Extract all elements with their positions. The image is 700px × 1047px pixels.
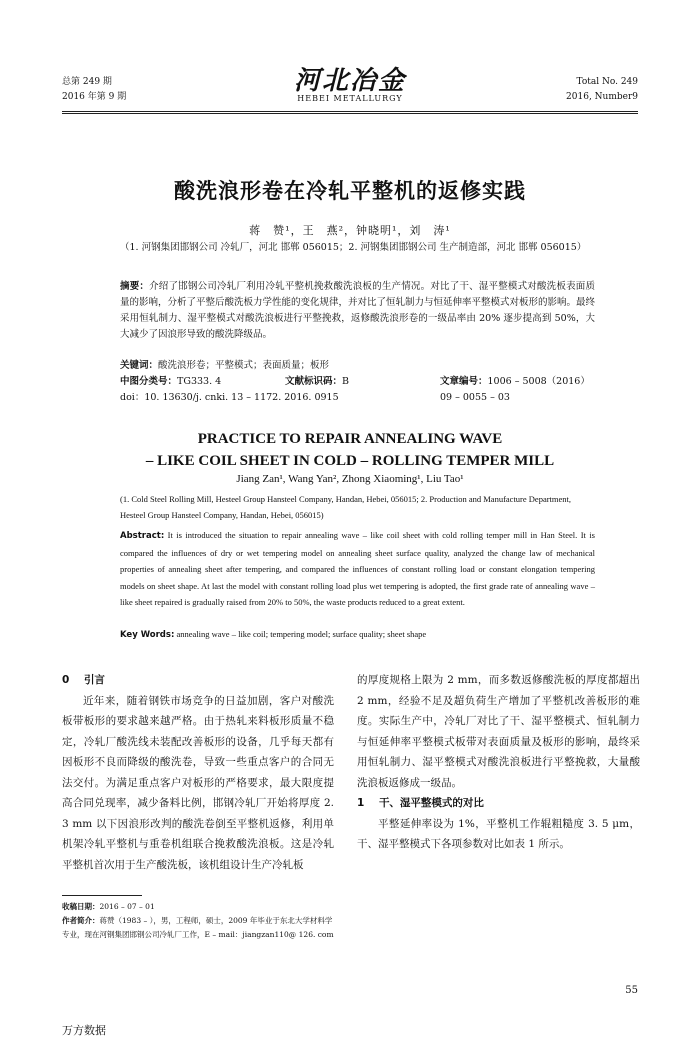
year-issue-cn: 2016 年第 9 期 [62,92,127,102]
section-0-heading [62,670,334,691]
section-1-number: 1 [357,797,365,809]
header-rule-2 [62,113,638,114]
section-1-paragraph: 平整延伸率设为 1%，平整机工作辊粗糙度 3. 5 μm，干、湿平整模式下各项参数对比如表 1 所示。 [357,817,640,850]
journal-name-en: HEBEI METALLURGY [297,94,403,103]
body-left-column [62,670,334,875]
keywords-cn [120,358,595,374]
document-code [285,374,349,390]
clc-number [120,376,221,387]
keywords-text-cn: 酸洗浪形卷；平整模式；表面质量；板形 [158,360,330,371]
page-number: 55 [625,985,638,996]
paper-title-en-line1: PRACTICE TO REPAIR ANNEALING WAVE [197,431,503,447]
document-code-value: B [342,376,349,387]
paper-title-cn: 酸洗浪形卷在冷轧平整机的返修实践 [174,179,526,203]
body-right-column [357,670,640,855]
document-code-label: 文献标识码： [285,376,343,387]
section-0-number: 0 [62,674,70,686]
total-issue-cn: 总第 249 期 [62,77,112,87]
year-issue-en: 2016, Number9 [566,92,638,102]
article-number-label: 文章编号： [440,376,488,387]
intro-paragraph: 近年来，随着钢铁市场竞争的日益加剧，客户对酸洗板带板形的要求越来越严格。由于热轧来料板形质量不稳定，冷轧厂酸洗线未装配改善板形的设备，几乎每天都有因板形不良而降级的酸洗卷，导致一些重点客户的合同无法交付。为满足重点客户对板形的严格要求，最大限度提高合同兑现率，减少备料比例，邯钢冷轧厂开始将厚度 2. 3 mm 以下因浪形改判的酸洗卷倒至平整机返修，利用单机架冷轧平整机与重卷机组联合挽救酸洗浪板。这是冷轧平整机首次用于生产酸洗板，该机组设计生产冷轧板 [62,694,334,871]
abstract-en [120,527,595,611]
clc-value: TG333. 4 [177,376,222,387]
paper-title-en [0,428,700,472]
received-value: 2016 – 07 – 01 [99,902,155,911]
abstract-label-cn: 摘要： [120,281,150,292]
received-date [62,900,334,914]
affiliation-en: (1. Cold Steel Rolling Mill, Hesteel Group Hansteel Company, Handan, Hebei, 056015; 2. Production and Manufacture Department, Hesteel Group Hansteel Company, Handan, Hebei, 056015) [120,494,572,520]
watermark: 万方数据 [62,1024,106,1037]
abstract-label-en: Abstract: [120,531,165,541]
authors-cn: 蒋 赞¹，王 燕²，钟晓明¹，刘 涛¹ [249,224,451,237]
section-0-title: 引言 [83,674,105,686]
authors-en: Jiang Zan¹, Wang Yan², Zhong Xiaoming¹, Liu Tao¹ [236,473,464,485]
journal-name-cn: 河北冶金 [293,66,406,96]
abstract-cn [120,279,595,343]
total-issue-en: Total No. 249 [576,77,638,87]
section-1-title: 干、湿平整模式的对比 [378,797,484,809]
abstract-text-cn: 介绍了邯钢公司冷轧厂利用冷轧平整机挽救酸洗浪板的生产情况。对比了干、湿平整模式对酸洗板表面质量的影响，分析了平整后酸洗板力学性能的变化规律，并对比了恒轧制力与恒延伸率平整模式对板形的影响。最终采用恒轧制力、湿平整模式对酸洗浪板进行平整挽救，返修酸洗浪形卷的一级品率由 20% 逐步提高到 50%，大大减少了因浪形导致的酸洗降级品。 [120,281,596,340]
keywords-text-en: annealing wave – like coil; tempering model; surface quality; sheet shape [174,629,427,639]
header-rule [62,111,638,112]
received-label: 收稿日期： [62,902,100,911]
issue-info-right [566,75,638,105]
bio-label: 作者简介： [62,916,100,925]
keywords-en [120,626,595,643]
article-number-value: 1006 – 5008（2016）09 – 0055 – 03 [440,376,590,403]
keywords-label-en: Key Words: [120,630,175,640]
section-1-heading [357,793,640,814]
keywords-label-cn: 关键词： [120,360,159,371]
intro-paragraph-cont: 的厚度规格上限为 2 mm，而多数返修酸洗板的厚度都超出 2 mm，经验不足及超负荷生产增加了平整机改善板形的难度。实际生产中，冷轧厂对比了干、湿平整模式、恒轧制力与恒延伸率平整模式板带对表面质量及板形的影响，最终采用恒轧制力、湿平整模式对酸洗浪板进行平整挽救，大量酸洗浪板返修成一级品。 [357,674,640,789]
doi: doi：10. 13630/j. cnki. 13 – 1172. 2016. 0915 [120,392,339,403]
author-bio [62,914,334,942]
clc-label: 中图分类号： [120,376,178,387]
bio-text: 蒋赞（1983 – ），男，工程师，硕士，2009 年毕业于东北大学材料学专业，现在河钢集团邯钢公司冷轧厂工作，E – mail：jiangzan110@ 126. com [62,916,334,939]
abstract-text-en: It is introduced the situation to repair annealing wave – like coil sheet with cold rolling temper mill in Han Steel. It is compared the influences of dry or wet tempering model on annealing sheet surface quality, analyzed the change law of mechanical properties of annealing sheet after tempering, and compared the influences of constant rolling load or constant elongation tempering models on sheet shape. At last the model with constant rolling load plus wet tempering is adopted, the first grade rate of annealing wave – like sheet repaired is gradually raised from 20% to 50%, the waste products reduced to a great extent. [120,530,595,607]
affiliation-cn: （1. 河钢集团邯钢公司 冷轧厂，河北 邯郸 056015；2. 河钢集团邯钢公司 生产制造部，河北 邯郸 056015） [120,242,587,253]
footnote-rule [62,895,142,896]
paper-title-en-line2: – LIKE COIL SHEET IN COLD – ROLLING TEMPER MILL [145,453,555,469]
footnote [62,900,334,942]
